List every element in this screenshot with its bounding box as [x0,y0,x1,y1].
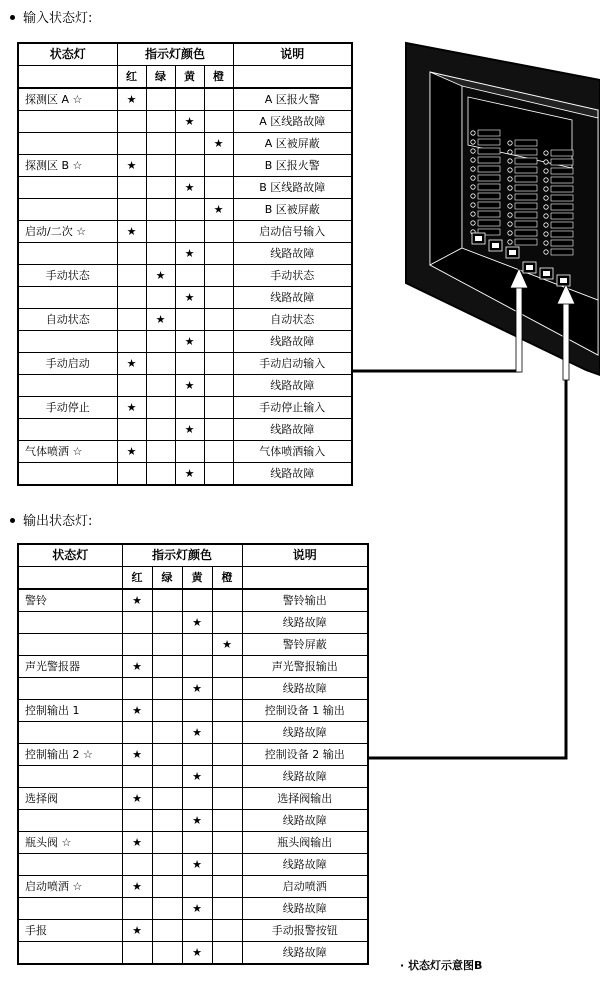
star-icon: ★ [182,854,212,876]
header-color-yellow: 黄 [182,567,212,590]
button-glyph-icon [475,236,482,241]
led-icon [508,240,512,244]
led-icon [508,204,512,208]
star-icon: ★ [175,419,204,441]
star-icon: ★ [182,898,212,920]
led-icon [471,185,475,189]
star-icon: ★ [122,920,152,942]
star-icon: ★ [182,766,212,788]
star-icon: ★ [182,810,212,832]
led-label-slot [551,249,573,255]
star-icon: ★ [175,177,204,199]
led-icon [471,149,475,153]
star-icon: ★ [122,656,152,678]
star-icon: ★ [122,700,152,722]
star-icon: ★ [175,287,204,309]
led-label-slot [551,222,573,228]
led-label-slot [515,185,537,191]
header-color-green: 绿 [146,66,175,89]
star-icon: ★ [117,353,146,375]
star-icon: ★ [146,309,175,331]
lamp-name: 手动启动 [18,353,117,375]
led-icon [544,250,548,254]
led-icon [544,187,548,191]
led-label-slot [515,140,537,146]
led-icon [508,186,512,190]
lamp-description: 启动喷洒 [242,876,368,898]
lamp-description: 线路故障 [233,375,352,397]
led-label-slot [515,212,537,218]
led-icon [471,221,475,225]
lamp-name: 手动状态 [18,265,117,287]
star-icon: ★ [175,463,204,486]
lamp-description: 线路故障 [242,898,368,920]
led-icon [508,177,512,181]
output-section-title: 输出状态灯: [10,514,92,530]
led-icon [508,222,512,226]
led-label-slot [551,195,573,201]
header-color-red: 红 [117,66,146,89]
figure-caption: · 状态灯示意图B [400,959,483,972]
star-icon: ★ [182,942,212,965]
star-icon: ★ [122,876,152,898]
star-icon: ★ [117,221,146,243]
lamp-description: 自动状态 [233,309,352,331]
star-icon: ★ [204,133,233,155]
led-icon [471,158,475,162]
led-label-slot [551,204,573,210]
led-label-slot [478,184,500,190]
led-label-slot [551,231,573,237]
led-icon [544,223,548,227]
lamp-description: 手动停止输入 [233,397,352,419]
lamp-name: 手动停止 [18,397,117,419]
header-color-green: 绿 [152,567,182,590]
led-icon [508,159,512,163]
led-label-slot [515,239,537,245]
led-icon [471,194,475,198]
lamp-description: 启动信号输入 [233,221,352,243]
led-label-slot [478,202,500,208]
lamp-description: 警铃屏蔽 [242,634,368,656]
star-icon: ★ [204,199,233,221]
led-label-slot [551,159,573,165]
lamp-name: 选择阀 [18,788,122,810]
star-icon: ★ [175,331,204,353]
led-label-slot [551,240,573,246]
lamp-description: 线路故障 [233,287,352,309]
led-label-slot [478,139,500,145]
led-label-slot [478,220,500,226]
led-icon [544,214,548,218]
header-color-orange: 橙 [204,66,233,89]
lamp-name: 自动状态 [18,309,117,331]
lamp-description: 线路故障 [242,810,368,832]
lamp-description: 线路故障 [242,722,368,744]
led-icon [508,141,512,145]
led-label-slot [478,157,500,163]
led-icon [471,140,475,144]
star-icon: ★ [122,589,152,612]
header-color: 指示灯颜色 [117,43,233,66]
lamp-description: 线路故障 [242,612,368,634]
led-label-slot [515,230,537,236]
led-label-slot [551,213,573,219]
led-icon [508,168,512,172]
lamp-description: 选择阀输出 [242,788,368,810]
header-lamp: 状态灯 [18,43,117,66]
button-glyph-icon [526,265,533,270]
led-icon [544,232,548,236]
led-icon [544,169,548,173]
star-icon: ★ [175,111,204,133]
lamp-description: 手动状态 [233,265,352,287]
lamp-name: 控制输出 2 ☆ [18,744,122,766]
led-icon [471,176,475,180]
lamp-name: 探测区 A ☆ [18,88,117,111]
led-icon [544,196,548,200]
led-icon [508,150,512,154]
star-icon: ★ [175,375,204,397]
star-icon: ★ [175,243,204,265]
star-icon: ★ [122,744,152,766]
led-label-slot [515,158,537,164]
lamp-description: 声光警报输出 [242,656,368,678]
lamp-name: 警铃 [18,589,122,612]
led-label-slot [515,194,537,200]
led-label-slot [551,150,573,156]
led-label-slot [515,149,537,155]
led-icon [508,231,512,235]
star-icon: ★ [117,441,146,463]
led-label-slot [478,148,500,154]
lamp-name: 探测区 B ☆ [18,155,117,177]
led-icon [508,195,512,199]
lamp-description: 线路故障 [233,419,352,441]
led-icon [471,167,475,171]
lamp-description: 手动启动输入 [233,353,352,375]
header-color-yellow: 黄 [175,66,204,89]
lamp-name: 气体喷洒 ☆ [18,441,117,463]
star-icon: ★ [117,155,146,177]
lamp-description: 线路故障 [233,243,352,265]
led-label-slot [551,186,573,192]
led-icon [471,212,475,216]
lamp-description: 线路故障 [242,766,368,788]
star-icon: ★ [182,678,212,700]
lamp-description: A 区被屏蔽 [233,133,352,155]
led-icon [508,213,512,217]
star-icon: ★ [117,397,146,419]
lamp-description: 线路故障 [233,331,352,353]
lamp-description: 控制设备 2 输出 [242,744,368,766]
led-label-slot [478,193,500,199]
lamp-description: 瓶头阀输出 [242,832,368,854]
led-label-slot [551,168,573,174]
led-label-slot [478,130,500,136]
star-icon: ★ [146,265,175,287]
led-label-slot [515,203,537,209]
led-label-slot [478,175,500,181]
star-icon: ★ [182,722,212,744]
star-icon: ★ [212,634,242,656]
lamp-description: 控制设备 1 输出 [242,700,368,722]
header-desc: 说明 [242,544,368,567]
led-label-slot [478,166,500,172]
lamp-description: 警铃输出 [242,589,368,612]
header-color-red: 红 [122,567,152,590]
lamp-description: B 区报火警 [233,155,352,177]
lamp-description: A 区报火警 [233,88,352,111]
led-icon [471,203,475,207]
led-label-slot [551,177,573,183]
led-icon [471,131,475,135]
led-icon [544,241,548,245]
led-label-slot [515,167,537,173]
lamp-description: B 区线路故障 [233,177,352,199]
star-icon: ★ [122,788,152,810]
led-icon [544,160,548,164]
lamp-name: 声光警报器 [18,656,122,678]
lamp-name: 瓶头阀 ☆ [18,832,122,854]
input-section-title: 输入状态灯: [10,11,92,27]
star-icon: ★ [182,612,212,634]
lamp-name: 控制输出 1 [18,700,122,722]
led-icon [544,205,548,209]
lamp-description: B 区被屏蔽 [233,199,352,221]
lamp-description: 气体喷洒输入 [233,441,352,463]
button-glyph-icon [560,278,567,283]
lamp-description: A 区线路故障 [233,111,352,133]
led-label-slot [515,221,537,227]
lamp-name: 启动喷洒 ☆ [18,876,122,898]
button-glyph-icon [509,250,516,255]
lamp-description: 线路故障 [242,854,368,876]
led-icon [544,178,548,182]
header-color-orange: 橙 [212,567,242,590]
star-icon: ★ [117,88,146,111]
button-glyph-icon [543,271,550,276]
lamp-description: 线路故障 [233,463,352,486]
lamp-name: 手报 [18,920,122,942]
lamp-description: 手动报警按钮 [242,920,368,942]
led-label-slot [478,211,500,217]
lamp-name: 启动/二次 ☆ [18,221,117,243]
lamp-description: 线路故障 [242,678,368,700]
star-icon: ★ [122,832,152,854]
lamp-description: 线路故障 [242,942,368,965]
led-label-slot [515,176,537,182]
led-icon [544,151,548,155]
header-color: 指示灯颜色 [122,544,242,567]
button-glyph-icon [492,243,499,248]
header-desc: 说明 [233,43,352,66]
header-lamp: 状态灯 [18,544,122,567]
